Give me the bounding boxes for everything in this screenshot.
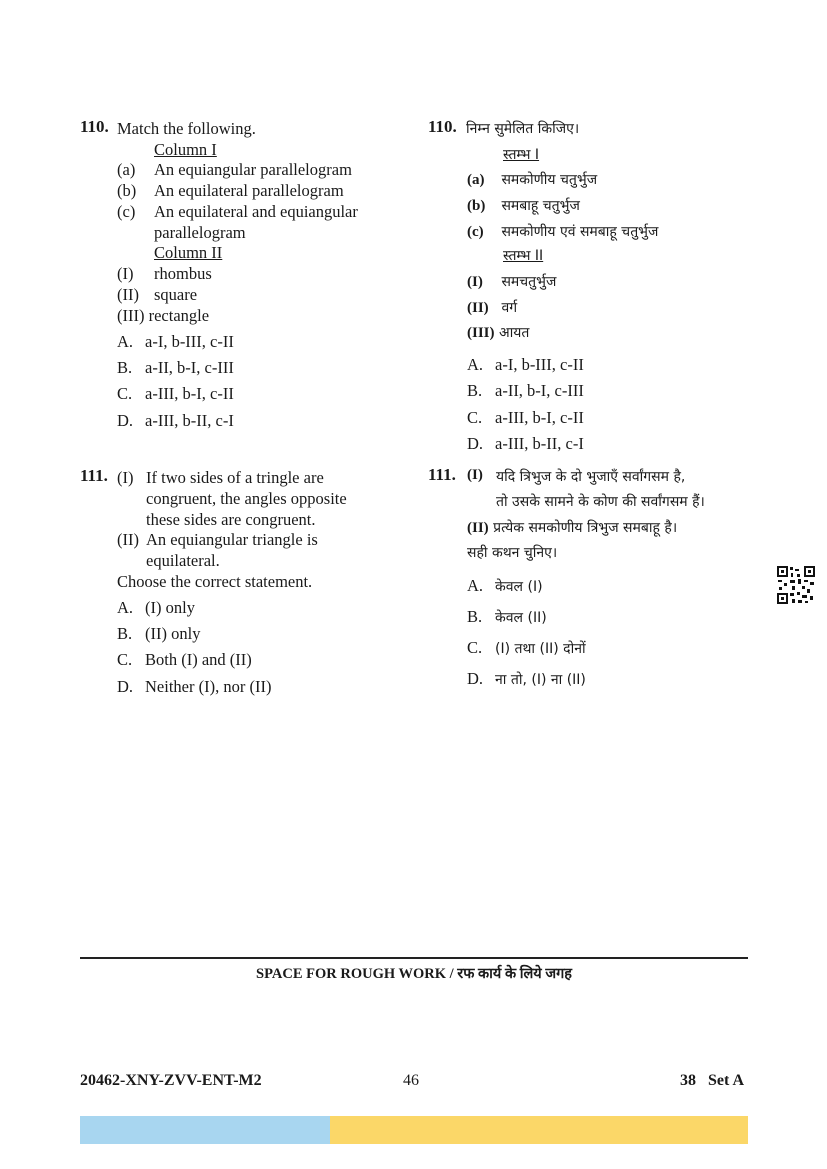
- q111-en-option-a[interactable]: A. (I) only: [117, 598, 195, 617]
- q111-hi-s1-line2: तो उसके सामने के कोण की सर्वांगसम हैं।: [496, 494, 705, 510]
- q111-en-instruction: Choose the correct statement.: [117, 572, 313, 591]
- q111-en-s1-line3: these sides are congruent.: [146, 510, 316, 529]
- q110-hi-col1-head: स्तम्भ I: [503, 147, 540, 163]
- set-label: 38 Set A: [680, 1072, 744, 1089]
- footer-bar-blue: [80, 1116, 330, 1144]
- q110-hi-col2-i: (I) समचतुर्भुज: [467, 274, 557, 290]
- q110-hi-stem: निम्न सुमेलित किजिए।: [466, 121, 580, 137]
- q111-en-s2-line2: equilateral.: [146, 551, 220, 570]
- q111-hi-s1-mark: (I): [467, 467, 483, 483]
- q111-hi-number: 111.: [428, 465, 456, 484]
- q111-en-option-b[interactable]: B. (II) only: [117, 624, 201, 643]
- q110-hi-option-c[interactable]: C. a-III, b-I, c-II: [467, 408, 584, 427]
- q111-hi-option-b[interactable]: B. केवल (II): [467, 607, 547, 626]
- q110-en-col2-iii: (III) rectangle: [117, 306, 210, 325]
- q110-en-col1-b: (b) An equilateral parallelogram: [117, 181, 344, 200]
- q110-en-option-b[interactable]: B. a-II, b-I, c-III: [117, 358, 234, 377]
- q110-en-col1-a: (a) An equiangular parallelogram: [117, 160, 352, 179]
- q110-en-number: 110.: [80, 117, 109, 136]
- q110-en-col1-c: (c) An equilateral and equiangular: [117, 202, 358, 221]
- q111-en-s2-mark: (II): [117, 530, 139, 549]
- rough-work-divider: [80, 957, 748, 959]
- q111-hi-option-c[interactable]: C. (I) तथा (II) दोनों: [467, 638, 586, 657]
- q111-en-option-d[interactable]: D. Neither (I), nor (II): [117, 677, 272, 696]
- q110-hi-option-a[interactable]: A. a-I, b-III, c-II: [467, 355, 584, 374]
- q111-en-option-c[interactable]: C. Both (I) and (II): [117, 650, 252, 669]
- q111-en-s1-mark: (I): [117, 468, 134, 487]
- q111-hi-instruction: सही कथन चुनिए।: [467, 545, 558, 561]
- q110-en-option-a[interactable]: A. a-I, b-III, c-II: [117, 332, 234, 351]
- q110-en-col2-ii: (II) square: [117, 285, 198, 304]
- q110-hi-option-b[interactable]: B. a-II, b-I, c-III: [467, 381, 584, 400]
- q110-en-option-c[interactable]: C. a-III, b-I, c-II: [117, 384, 234, 403]
- q111-en-s1-line2: congruent, the angles opposite: [146, 489, 347, 508]
- q110-hi-col1-b: (b) समबाहू चतुर्भुज: [467, 198, 580, 214]
- qr-code-icon: [776, 565, 816, 605]
- q110-en-col1-c-cont: parallelogram: [154, 223, 246, 242]
- q110-hi-col2-iii: (III) आयत: [467, 325, 530, 341]
- q110-hi-col1-a: (a) समकोणीय चतुर्भुज: [467, 172, 598, 188]
- footer-bar-yellow: [330, 1116, 748, 1144]
- q110-en-stem: Match the following.: [117, 119, 256, 138]
- q111-en-s2-line1: An equiangular triangle is: [146, 530, 318, 549]
- q110-hi-option-d[interactable]: D. a-III, b-II, c-I: [467, 434, 584, 453]
- q110-en-option-d[interactable]: D. a-III, b-II, c-I: [117, 411, 234, 430]
- q110-hi-col2-head: स्तम्भ II: [503, 248, 544, 264]
- q110-hi-col2-ii: (II) वर्ग: [467, 300, 518, 316]
- booklet-code: 20462-XNY-ZVV-ENT-M2: [80, 1072, 262, 1089]
- rough-work-label: SPACE FOR ROUGH WORK / रफ कार्य के लिये जगह: [256, 966, 572, 982]
- page-number: 46: [403, 1072, 419, 1089]
- q110-hi-col1-c: (c) समकोणीय एवं समबाहू चतुर्भुज: [467, 224, 659, 240]
- q111-en-s1-line1: If two sides of a tringle are: [146, 468, 324, 487]
- q111-hi-option-d[interactable]: D. ना तो, (I) ना (II): [467, 669, 586, 688]
- q111-hi-option-a[interactable]: A. केवल (I): [467, 576, 543, 595]
- q110-hi-number: 110.: [428, 117, 457, 136]
- q110-en-col1-head: Column I: [154, 140, 217, 159]
- q110-en-col2-head: Column II: [154, 243, 223, 262]
- q111-hi-s1-line1: यदि त्रिभुज के दो भुजाएँ सर्वांगसम है,: [496, 469, 686, 485]
- q110-en-col2-i: (I) rhombus: [117, 264, 212, 283]
- q111-hi-s2: (II) प्रत्येक समकोणीय त्रिभुज समबाहू है।: [467, 520, 678, 536]
- q111-en-number: 111.: [80, 466, 108, 485]
